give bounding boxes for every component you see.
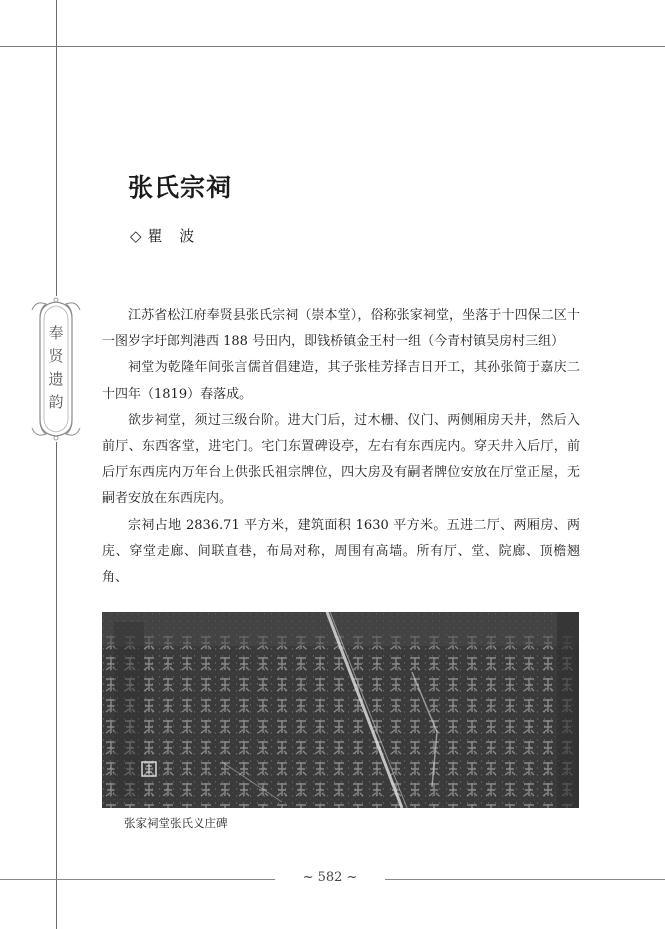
margin-vertical-rule	[56, 0, 57, 929]
stele-rubbing-image	[102, 612, 579, 808]
article-body	[102, 303, 580, 591]
footer-rule-left	[0, 879, 275, 880]
author-line: ◇瞿 波	[130, 227, 201, 245]
paragraph: 祠堂为乾隆年间张言儒首倡建造，其子张桂芳择吉日开工，其孙张简于嘉庆二十四年（1819）春落成。	[102, 360, 580, 402]
paragraph: 宗祠占地 2836.71 平方米，建筑面积 1630 平方米。五进二厅、两厢房、两庑、穿堂走廊、间联直巷，布局对称，周围有高墙。所有厅、堂、院廊、顶檐翘角、	[102, 517, 580, 586]
article-title: 张氏宗祠	[128, 173, 233, 202]
footer-rule-right	[385, 879, 665, 880]
stele-rubbing-graphic	[102, 612, 579, 808]
header-rule	[0, 46, 665, 47]
side-label	[26, 296, 86, 442]
page-number: ~ 582 ~	[302, 870, 358, 885]
side-label-text: 奉贤遗韵	[48, 324, 64, 411]
figure-caption: 张家祠堂张氏义庄碑	[124, 816, 228, 830]
paragraph: 江苏省松江府奉贤县张氏宗祠（崇本堂），俗称张家祠堂，坐落于十四保二区十一图岁字圩郎判港西 188 号田内，即钱桥镇金王村一组（今青村镇吴房村三组）	[102, 308, 580, 350]
paragraph: 欲步祠堂，须过三级台阶。进大门后，过木栅、仪门、两侧厢房天井，然后入前厅、东西客堂，进宅门。宅门东置碑设亭，左右有东西庑内。穿天井入后厅，前后厅东西庑内万年台上供张氏祖宗牌位，四大房及有嗣者牌位安放在厅堂正屋，无嗣者安放在东西庑内。	[102, 412, 580, 507]
